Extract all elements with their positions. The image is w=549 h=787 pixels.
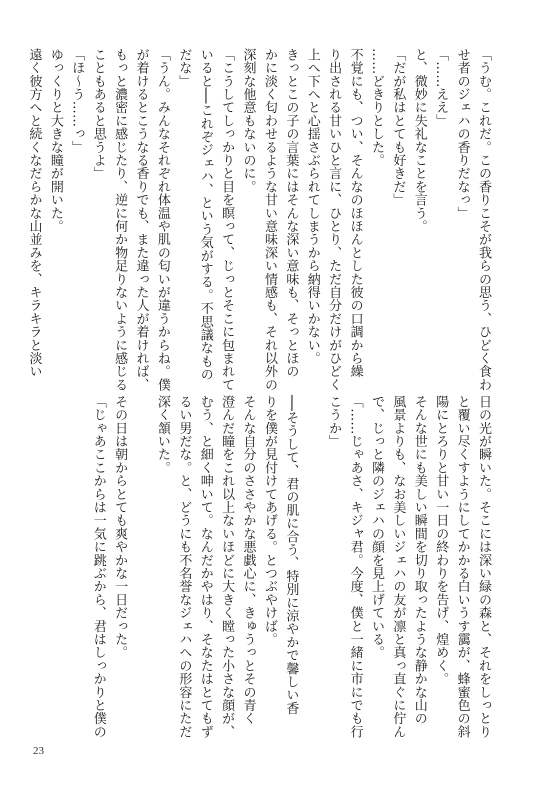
text-line: 遠く彼方へと続くなだらかな山並みを、キラキラと淡い xyxy=(26,48,42,378)
text-line: りを僕が見付けてあげる。とつぶやけば。 xyxy=(261,395,277,646)
page-number: 23 xyxy=(33,745,44,757)
text-line: 上へ下へと心揺さぶられてしまうから納得いかない。 xyxy=(304,48,320,365)
text-line: せ者のジェハの香りだなっ」 xyxy=(454,48,470,220)
text-line: もっと濃密に感じたり、逆に何か物足りないように感じる xyxy=(112,48,128,392)
lower-text-block xyxy=(87,395,494,739)
text-line: こうか」 xyxy=(326,395,342,448)
upper-text-block xyxy=(23,48,494,392)
text-line: 深く頷いた。 xyxy=(154,395,170,475)
text-line: 深刻な他意もないのに。 xyxy=(240,48,256,194)
text-line xyxy=(301,395,322,707)
text-line: 陽にとろりと甘い一日の終わりを告げ、煌めく。 xyxy=(433,395,449,686)
text-line: いると──これぞジェハ、という気がする。不思議なもの xyxy=(197,48,213,381)
text-line: 「だが私はとても好きだ」 xyxy=(390,48,406,207)
text-line: 澄んだ瞳をこれ以上ないほどに大きく瞠った小さな顔が、 xyxy=(219,395,235,739)
text-line: るい男だな。と、どうにも不名誉なジェハへの形容にただ xyxy=(176,395,192,739)
text-line: 「……ええ」 xyxy=(433,48,449,128)
text-line: ゆっくりと大きな瞳が開いた。 xyxy=(47,48,63,233)
text-line: かに淡く匂わせるような甘い意味深い情感も、それ以外の xyxy=(261,48,277,392)
text-line: 不覚にも、つい、そんなのほほんとした彼の口調から繰 xyxy=(347,48,363,378)
text-line: だな」 xyxy=(176,48,192,88)
text-line: 日の光が瞬いた。そこには深い緑の森と、それをしっとり xyxy=(476,395,491,739)
text-line: で、じっと隣のジェハの顔を見上げている。 xyxy=(368,395,384,659)
text-line: ……どきりとした。 xyxy=(368,48,384,167)
text-line: と覆い尽くすようにしてかかる白いうす靄が、蜂蜜色の斜 xyxy=(454,395,470,739)
text-line: と、微妙に失礼なことを言う。 xyxy=(411,48,427,233)
text-line: ──そうして、君の肌に合う、特別に涼やかで馨しい香 xyxy=(283,395,299,715)
text-line: 「ほ～う……っ」 xyxy=(69,48,85,154)
text-line: 「うん。みんなそれぞれ体温や肌の匂いが違うからね。僕 xyxy=(154,48,170,392)
text-line: きっとこの子の言葉にはそんな深い意味も、そっとほの xyxy=(283,48,299,378)
text-line: 「……じゃあさ、キジャ君。今度、僕と一緒に市にでも行 xyxy=(347,395,363,739)
text-line: 風景よりも、なお美しいジェハの友が凛と真っ直ぐに佇ん xyxy=(390,395,406,739)
text-line xyxy=(130,395,151,707)
text-line: こともあると思うよ」 xyxy=(90,48,106,180)
text-line: その日は朝からとても爽やかな一日だった。 xyxy=(112,395,128,659)
text-line: むう、と細く呻いて。なんだかやはり、そなたはとてもず xyxy=(197,395,213,739)
text-line: そんな自分のささやかな悪戯心に、きゅうっとその青く xyxy=(240,395,256,725)
text-line: 「うむ。これだ。この香りこそが我らの思う、ひどく食わ xyxy=(476,48,491,392)
text-line: 「じゃあここからは一気に跳ぶから、君はしっかりと僕の xyxy=(90,395,106,739)
text-line: が着けるとこうなる香りでも、また違った人が着ければ、 xyxy=(133,48,149,392)
text-line: そんな世にも美しい瞬間を切り取ったような静かな山の xyxy=(411,395,427,725)
text-line: 「こうしてしっかりと目を瞑って、じっとそこに包まれて xyxy=(219,48,235,392)
text-line: り出される甘いひと言に、ひとり、ただ自分だけがひどく xyxy=(326,48,342,392)
